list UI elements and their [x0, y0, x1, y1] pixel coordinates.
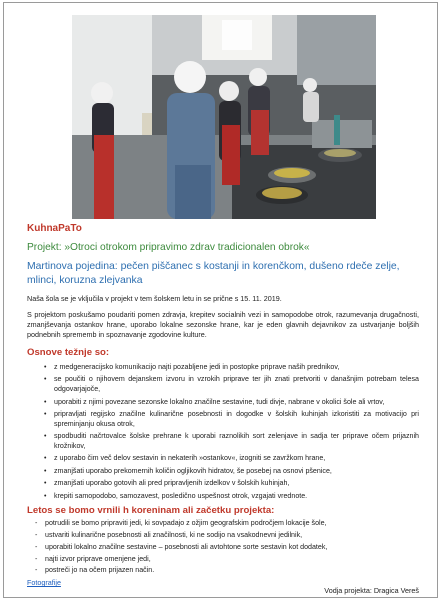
list-item: • spodbuditi načrtovalce šolske prehrane k uporabi raznolikih sort zelenjave in sadja ter priprave očem prijaznih krožnikov, — [44, 432, 419, 452]
list-item: - postreči jo na očem prijazen način. — [35, 566, 419, 576]
list-item: - ustvariti kulinarične posebnosti ali značilnosti, ki ne sodijo na vsakodnevni jedilnik, — [35, 531, 419, 541]
document-page — [3, 2, 438, 598]
project-lead-signature: Vodja projekta: Dragica Vereš — [324, 586, 419, 596]
list-item: • uporabiti z njimi povezane sezonske lokalno značilne sestavine, tudi divje, nabrane v okolici šole ali vrtov, — [44, 398, 419, 408]
kitchen-photo — [72, 15, 376, 219]
list-item: • pripravljati regijsko značilne kulinarične posebnosti in dogodke v šolskih kuhinjah izkoristiti za motivacijo pri spreminjanju okusa otrok, — [44, 410, 419, 430]
list-item: • krepiti samopodobo, samozavest, posledično uspešnost otrok, vzgajati vrednote. — [44, 492, 419, 502]
project-name: Projekt: »Otroci otrokom pripravimo zdrav tradicionalen obrok« — [27, 242, 310, 253]
document-content — [27, 222, 419, 596]
return-heading: Letos se bomo vrnili h koreninam ali začetku projekta: — [27, 505, 275, 517]
return-list — [27, 519, 419, 576]
photos-link[interactable]: Fotografije — [27, 578, 61, 588]
list-item: • zmanjšati uporabo prekomernih količin ogljikovih hidratov, še posebej na osnovi pšenice, — [44, 467, 419, 477]
list-item: • zmanjšati uporabo gotovih ali pred pripravljenih izdelkov v šolskih kuhinjah, — [44, 479, 419, 489]
list-item: - najti izvor priprave omenjene jedi, — [35, 555, 419, 565]
goals-list — [27, 363, 419, 501]
list-item: - uporabiti lokalno značilne sestavine – posebnosti ali avtohtone sorte sestavin kot dodatek, — [35, 543, 419, 553]
goals-heading: Osnove težnje so: — [27, 347, 110, 358]
list-item: • se poučiti o njihovem dejanskem izvoru in vzrokih priprave ter jih znati pretvoriti v današnjim potrebam telesa odgovarjajoče, — [44, 375, 419, 395]
list-item: • z medgeneracijsko komunikacijo najti pozabljene jedi in postopke priprave naših prednikov, — [44, 363, 419, 373]
event-subtitle: Martinova pojedina: pečen piščanec s kostanji in korenčkom, dušeno rdeče zelje, mlinci, koruzna zlejvanka — [27, 261, 400, 286]
kitchen-photo-image — [72, 15, 376, 219]
intro-paragraph-1: Naša šola se je vključila v projekt v tem šolskem letu in se prične s 15. 11. 2019. — [27, 294, 282, 303]
document-title: KuhnaPaTo — [27, 223, 82, 234]
intro-paragraph-2: S projektom poskušamo poudariti pomen zdravja, krepitev socialnih vezi in samopodobe otrok, razumevanja drugačnosti, zmanjševanja ostankov hrane, uporabo lokalne sezonske hrane, kar je eden glavnih dejavnikov za ustvarjanje boljših podnebnih sprememb in spoznavanje zgodovine kulture. — [27, 310, 419, 339]
list-item: - potrudili se bomo pripraviti jedi, ki sovpadajo z ožjim geografskim področjem lokacije šole, — [35, 519, 419, 529]
list-item: • z uporabo čim več delov sestavin in nekaterih »ostankov«, izogniti se zavržkom hrane, — [44, 454, 419, 464]
document-footer — [27, 578, 419, 596]
